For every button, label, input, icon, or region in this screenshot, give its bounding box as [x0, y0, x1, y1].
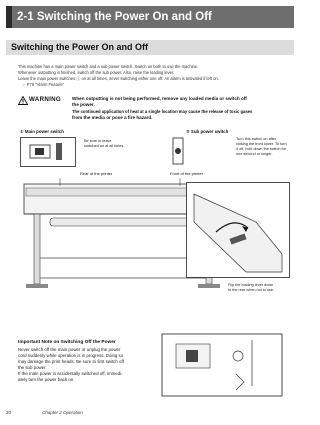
warning-text: When outputting is not being performed, remove any loaded media or switch off: [72, 96, 247, 101]
chapter-header-accent: [6, 6, 12, 28]
sub-switch-callout: it off, hold down the switch for: [236, 147, 286, 151]
front-of-printer-label: Front of the printer: [170, 171, 203, 176]
sub-switch-icon: [172, 137, 184, 165]
warning-label: WARNING: [29, 96, 62, 103]
warning-text: The continued application of heat at a single location may cause the release of toxic gases: [72, 109, 253, 114]
rear-of-printer-label: Rear of the printer: [80, 171, 113, 176]
warning-icon: [18, 96, 28, 105]
note-line: the sub power.: [18, 365, 47, 370]
sub-switch-callout: closing the front cover. To turn: [236, 142, 287, 146]
warning-text: the power.: [72, 102, 95, 107]
note-line: Never switch off the main power or unplug the power: [18, 347, 121, 352]
sub-switch-callout: Turn this switch on after: [236, 137, 277, 141]
loading-lever-inset: [186, 182, 290, 278]
chapter-title: 2-1 Switching the Power On and Off: [17, 11, 212, 23]
cross-reference-link[interactable]: ☞ P76 "Alarm Feature": [22, 82, 65, 87]
note-line: ately turn the power back on.: [18, 377, 75, 382]
note-line: may damage the print heads. Be sure to first switch off: [18, 359, 124, 364]
warning-text: from the media or pose a fire hazard.: [72, 115, 153, 120]
note-title: Important Note on Switching Off the Power: [18, 340, 116, 345]
sub-power-switch-label: ② Sub power switch: [186, 129, 229, 134]
body-line: Whenever outputting is finished, switch off the sub power. Also, raise the loading lever.: [18, 70, 175, 75]
lever-callout: to the rear when not in use.: [228, 288, 275, 292]
body-line: Leave the main power switches ⓘ on at all times, never switching either one off. An alarm is activated if left on.: [18, 76, 219, 81]
main-switch-callout: Be sure to leave: [84, 139, 112, 143]
power-switch-illustration: [152, 330, 290, 402]
page-number: 20: [6, 410, 12, 415]
sub-switch-callout: one second or longer.: [236, 152, 273, 156]
section-title: Switching the Power On and Off: [11, 42, 149, 52]
footer-chapter: Chapter 2 Operation: [42, 410, 83, 415]
main-switch-inset: [20, 137, 76, 167]
body-line: This machine has a main power switch and a sub power switch. Switch on both to use the machine.: [18, 64, 199, 69]
main-power-switch-label: ① Main power switch: [20, 129, 64, 134]
note-line: If the main power is accidentally switched off, immedi-: [18, 371, 123, 376]
note-line: cord suddenly while operation is in progress. Doing so: [18, 353, 124, 358]
lever-callout: Flip the loading lever down: [228, 283, 274, 287]
main-switch-callout: switched on at all times.: [84, 144, 125, 148]
